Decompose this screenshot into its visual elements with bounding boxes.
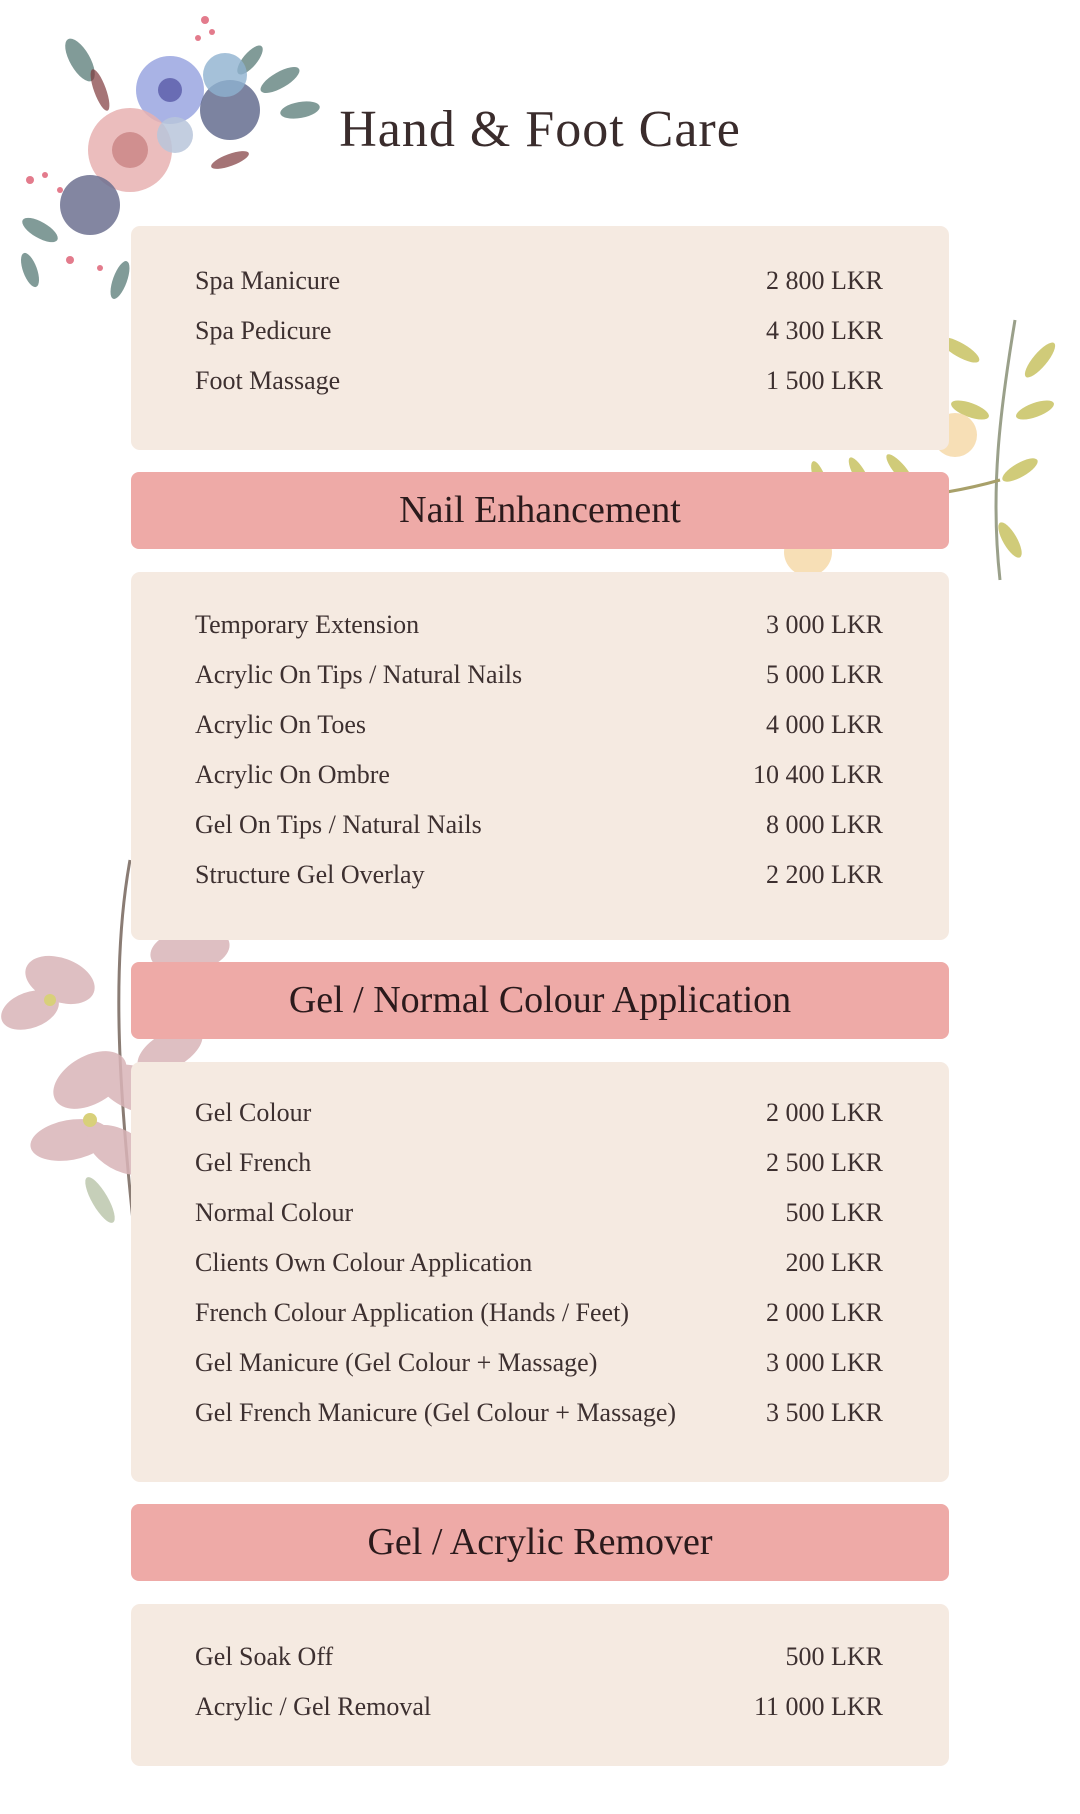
list-item xyxy=(195,860,883,900)
service-name: Gel Soak Off xyxy=(195,1642,334,1671)
service-name: Spa Pedicure xyxy=(195,316,332,345)
list-item xyxy=(195,1348,883,1388)
service-name: Structure Gel Overlay xyxy=(195,860,425,889)
service-name: Foot Massage xyxy=(195,366,341,395)
list-item xyxy=(195,266,883,306)
service-price: 11 000 LKR xyxy=(753,1692,883,1721)
list-item xyxy=(195,610,883,650)
service-price: 1 500 LKR xyxy=(766,366,883,395)
service-price: 2 500 LKR xyxy=(766,1148,883,1177)
list-item xyxy=(195,1642,883,1682)
service-price: 2 800 LKR xyxy=(766,266,883,295)
service-name: French Colour Application (Hands / Feet) xyxy=(195,1298,629,1327)
service-name: Acrylic / Gel Removal xyxy=(195,1692,432,1721)
service-name: Gel Colour xyxy=(195,1098,312,1127)
service-name: Temporary Extension xyxy=(195,610,420,639)
service-price: 8 000 LKR xyxy=(766,810,883,839)
list-item xyxy=(195,660,883,700)
section-panel-hand-foot xyxy=(131,226,949,450)
service-name: Acrylic On Ombre xyxy=(195,760,390,789)
section-panel-nail-enhancement xyxy=(131,572,949,940)
service-name: Acrylic On Tips / Natural Nails xyxy=(195,660,523,689)
section-heading-nail-enhancement: Nail Enhancement xyxy=(131,472,949,549)
service-name: Gel On Tips / Natural Nails xyxy=(195,810,482,839)
list-item xyxy=(195,760,883,800)
service-price: 4 000 LKR xyxy=(766,710,883,739)
list-item xyxy=(195,1692,883,1732)
service-name: Gel Manicure (Gel Colour + Massage) xyxy=(195,1348,598,1377)
service-name: Acrylic On Toes xyxy=(195,710,366,739)
service-price: 500 LKR xyxy=(785,1642,883,1671)
section-panel-colour-application xyxy=(131,1062,949,1482)
service-price: 3 500 LKR xyxy=(766,1398,883,1427)
service-price: 2 200 LKR xyxy=(766,860,883,889)
service-price: 2 000 LKR xyxy=(766,1098,883,1127)
list-item xyxy=(195,710,883,750)
section-heading-colour-application: Gel / Normal Colour Application xyxy=(131,962,949,1039)
service-name: Gel French Manicure (Gel Colour + Massage) xyxy=(195,1398,677,1427)
service-price: 200 LKR xyxy=(785,1248,883,1277)
list-item xyxy=(195,316,883,356)
service-price: 10 400 LKR xyxy=(753,760,883,789)
service-price: 2 000 LKR xyxy=(766,1298,883,1327)
service-name: Gel French xyxy=(195,1148,312,1177)
section-panel-remover xyxy=(131,1604,949,1766)
list-item xyxy=(195,1398,883,1438)
list-item xyxy=(195,1198,883,1238)
service-name: Normal Colour xyxy=(195,1198,354,1227)
list-item xyxy=(195,1148,883,1188)
list-item xyxy=(195,366,883,406)
service-price: 3 000 LKR xyxy=(766,1348,883,1377)
section-heading-remover: Gel / Acrylic Remover xyxy=(131,1504,949,1581)
list-item xyxy=(195,1248,883,1288)
service-price: 5 000 LKR xyxy=(766,660,883,689)
list-item xyxy=(195,1098,883,1138)
page-title: Hand & Foot Care xyxy=(339,101,741,158)
service-name: Clients Own Colour Application xyxy=(195,1248,533,1277)
service-price: 500 LKR xyxy=(785,1198,883,1227)
service-price: 3 000 LKR xyxy=(766,610,883,639)
list-item xyxy=(195,810,883,850)
list-item xyxy=(195,1298,883,1338)
service-name: Spa Manicure xyxy=(195,266,341,295)
service-price: 4 300 LKR xyxy=(766,316,883,345)
